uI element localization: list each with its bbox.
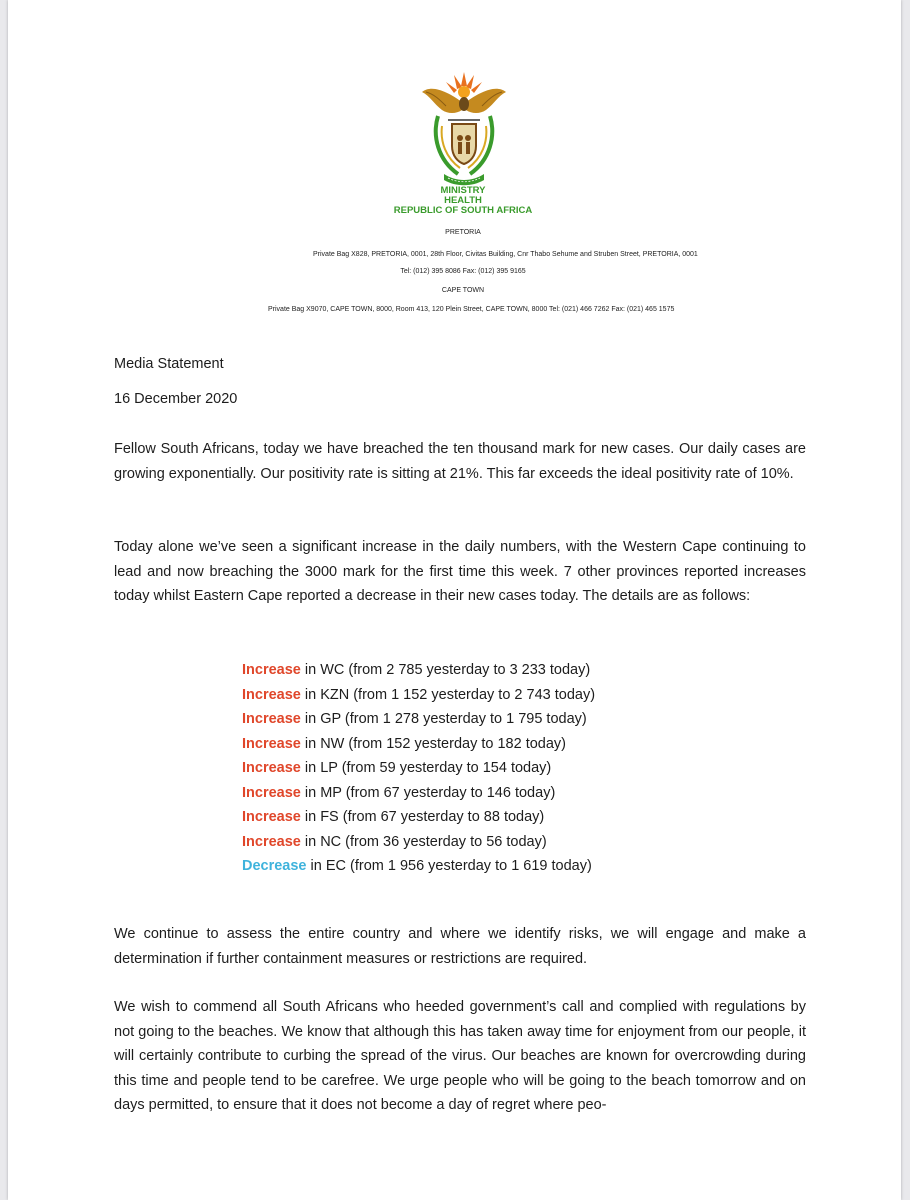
status-label: Increase — [242, 686, 301, 703]
province-detail: in NW (from 152 yesterday to 182 today) — [300, 735, 567, 752]
list-item — [242, 658, 595, 683]
province-detail: in GP (from 1 278 yesterday to 1 795 today) — [300, 711, 587, 727]
pretoria-address: Private Bag X828, PRETORIA, 0001, 28th Floor, Civitas Building, Cnr Thabo Sehume and Struben Street, PRETORIA, 0001 — [313, 251, 698, 258]
list-item — [242, 756, 595, 781]
statement-date: 16 December 2020 — [114, 391, 238, 407]
list-item — [242, 707, 595, 732]
list-item — [242, 732, 595, 757]
status-label: Increase — [242, 809, 301, 825]
province-detail: in NC (from 36 yesterday to 56 today) — [300, 833, 547, 850]
list-item — [242, 805, 595, 830]
paragraph-4: We wish to commend all South Africans who heeded government’s call and complied with regulations by not going to the beaches. We know that although this has taken away time for enjoyment from our people, it will certainly contribute to curbing the spread of the virus. Our beaches are known for overcrowding during this time and people tend to be carefree. We urge people who will be going to the beach tomorrow and on days permitted, to ensure that it does not become a day of regret where peo- — [114, 999, 806, 1113]
status-label: Increase — [242, 711, 301, 727]
pretoria-phone: Tel: (012) 395 8086 Fax: (012) 395 9165 — [400, 268, 526, 275]
status-label: Increase — [242, 760, 301, 776]
province-detail: in KZN (from 1 152 yesterday to 2 743 today) — [300, 686, 596, 703]
paragraph-1: Fellow South Africans, today we have breached the ten thousand mark for new cases. Our daily cases are growing exponentially. Our positivity rate is sitting at 21%. This far exceeds the ideal positivity rate of 10%. — [114, 441, 806, 482]
status-label: Increase — [242, 833, 301, 850]
province-case-list — [242, 658, 595, 879]
province-detail: in LP (from 59 yesterday to 154 today) — [300, 760, 552, 776]
status-label: Increase — [242, 784, 301, 801]
status-label: Increase — [242, 662, 301, 678]
ministry-line-1: MINISTRY — [440, 185, 486, 196]
pretoria-label: PRETORIA — [445, 229, 481, 236]
ministry-line-3: REPUBLIC OF SOUTH AFRICA — [393, 205, 533, 216]
paragraph-2: Today alone we’ve seen a significant increase in the daily numbers, with the Western Cape continuing to lead and now breaching the 3000 mark for the first time this week. 7 other provinces reported increases today whilst Eastern Cape reported a decrease in their new cases today. The details are as follows: — [114, 539, 806, 604]
province-detail: in WC (from 2 785 yesterday to 3 233 today) — [300, 662, 591, 678]
list-item — [242, 683, 595, 708]
statement-type: Media Statement — [114, 356, 224, 372]
document-page — [8, 0, 901, 1200]
capetown-address: Private Bag X9070, CAPE TOWN, 8000, Room 413, 120 Plein Street, CAPE TOWN, 8000 Tel: (021) 466 7262 Fax: (021) 465 1575 — [268, 306, 675, 313]
province-detail: in EC (from 1 956 yesterday to 1 619 today) — [306, 858, 592, 874]
paragraph-3: We continue to assess the entire country and where we identify risks, we will engage and make a determination if further containment measures or restrictions are required. — [114, 926, 806, 967]
ministry-line-2: HEALTH — [444, 195, 482, 206]
list-item — [242, 854, 595, 879]
coat-of-arms-icon — [418, 70, 510, 188]
status-label: Decrease — [242, 858, 307, 874]
status-label: Increase — [242, 735, 301, 752]
province-detail: in MP (from 67 yesterday to 146 today) — [300, 784, 556, 801]
list-item — [242, 830, 595, 855]
province-detail: in FS (from 67 yesterday to 88 today) — [300, 809, 545, 825]
capetown-label: CAPE TOWN — [441, 287, 485, 294]
list-item — [242, 781, 595, 806]
